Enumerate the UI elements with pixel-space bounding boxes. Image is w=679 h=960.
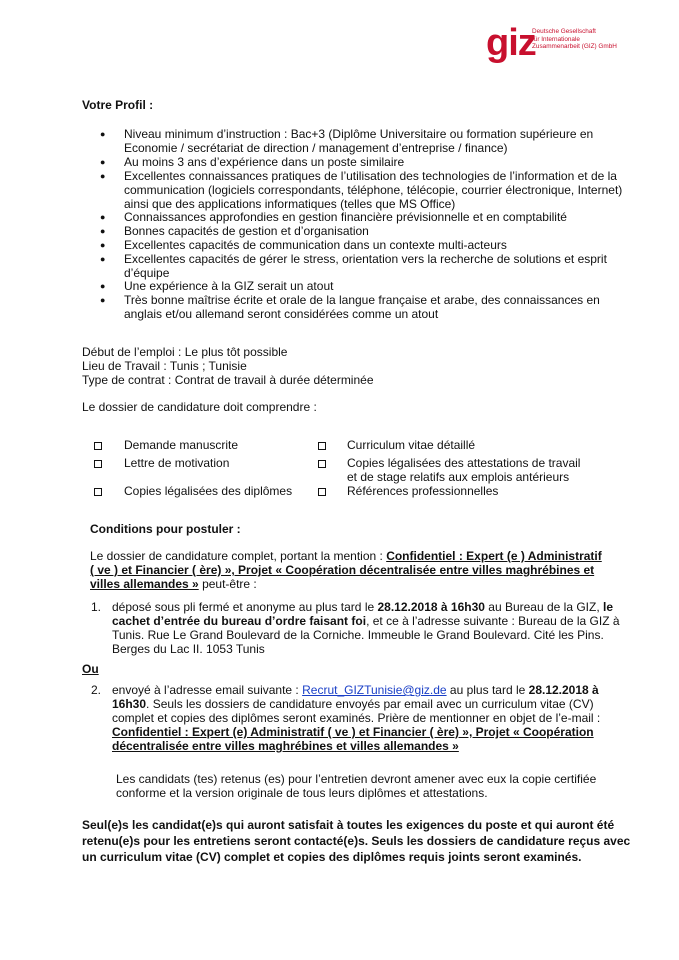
profil-item: Une expérience à la GIZ serait un atout <box>124 279 334 293</box>
bullet-icon: ● <box>100 240 106 250</box>
retained-note: Les candidats (tes) retenus (es) pour l’entretien devront amener avec eux la copie certifiée <box>116 772 597 786</box>
bullet-icon: ● <box>100 171 106 181</box>
dossier-item: Copies légalisées des diplômes <box>124 484 293 498</box>
bullet-icon: ● <box>100 212 106 222</box>
item1-line: Berges du Lac II. 1053 Tunis <box>112 642 265 656</box>
conditions-title: Conditions pour postuler : <box>90 522 241 536</box>
checkbox-icon <box>318 442 326 450</box>
bullet-icon: ● <box>100 157 106 167</box>
profil-item: Excellentes capacités de gérer le stress, orientation vers la recherche de solutions et esprit <box>124 252 607 266</box>
ou-label: Ou <box>82 662 99 676</box>
item2-line: complet et copies des diplômes seront examinés. Prière de mentionner en objet de l’e-mail : <box>112 711 601 725</box>
item2-line: envoyé à l’adresse email suivante : Recrut_GIZTunisie@giz.de au plus tard le 28.12.2018 à <box>112 683 599 697</box>
item1-line: cachet d’entrée du bureau d’ordre faisant foi, et ce à l’adresse suivante : Bureau de la GIZ à <box>112 614 620 628</box>
bullet-icon: ● <box>100 226 106 236</box>
final-note: Seul(e)s les candidat(e)s qui auront satisfait à toutes les exigences du poste et qui auront été <box>82 818 615 832</box>
profil-item: Très bonne maîtrise écrite et orale de la langue française et arabe, des connaissances en <box>124 293 600 307</box>
item2-line: décentralisée entre villes maghrébines et villes allemandes » <box>112 739 459 753</box>
email-link[interactable]: Recrut_GIZTunisie@giz.de <box>302 683 447 697</box>
profil-item: Bonnes capacités de gestion et d’organisation <box>124 224 369 238</box>
dossier-intro: Le dossier de candidature doit comprendre : <box>82 400 317 414</box>
final-note: un curriculum vitae (CV) complet et copies des diplômes requis joints seront examinés. <box>82 850 582 864</box>
logo-text: Deutsche Gesellschaft für Internationale Zusammenarbeit (GIZ) GmbH <box>532 28 617 51</box>
item1-line: Tunis. Rue Le Grand Boulevard de la Corniche. Immeuble le Grand Boulevard. Cité les Pins. <box>112 628 604 642</box>
checkbox-icon <box>94 460 102 468</box>
item-number: 2. <box>91 683 102 697</box>
bullet-icon: ● <box>100 129 106 139</box>
item-number: 1. <box>91 600 102 614</box>
giz-logo <box>486 24 646 62</box>
profil-title: Votre Profil : <box>82 98 154 112</box>
retained-note: conforme et la version originale de tous leurs diplômes et attestations. <box>116 786 488 800</box>
dossier-item: Références professionnelles <box>347 484 499 498</box>
checkbox-icon <box>94 442 102 450</box>
item1-line: déposé sous pli fermé et anonyme au plus tard le 28.12.2018 à 16h30 au Bureau de la GIZ, le <box>112 600 614 614</box>
profil-item: anglais et/ou allemand seront considérées comme un atout <box>124 307 439 321</box>
dossier-item: Curriculum vitae détaillé <box>347 438 476 452</box>
dossier-item: Copies légalisées des attestations de travail <box>347 456 581 470</box>
conditions-mention: ( ve ) et Financier ( ère) », Projet « Coopération décentralisée entre villes maghrébines et <box>90 563 595 577</box>
logo-mark: giz <box>486 22 536 64</box>
profil-item: Niveau minimum d’instruction : Bac+3 (Diplôme Universitaire ou formation supérieure en <box>124 127 594 141</box>
checkbox-icon <box>94 488 102 496</box>
bullet-icon: ● <box>100 254 106 264</box>
dossier-item-cont: et de stage relatifs aux emplois antérieurs <box>347 470 570 484</box>
dossier-item: Demande manuscrite <box>124 438 239 452</box>
bullet-icon: ● <box>100 295 106 305</box>
job-start: Début de l’emploi : Le plus tôt possible <box>82 345 288 359</box>
checkbox-icon <box>318 460 326 468</box>
checkbox-icon <box>318 488 326 496</box>
profil-item: ainsi que des applications informatiques (telles que MS Office) <box>124 197 456 211</box>
profil-item: communication (logiciels correspondants, téléphone, télécopie, courrier électronique, Internet) <box>124 183 623 197</box>
profil-item: d’équipe <box>124 266 170 280</box>
item2-line: 16h30. Seuls les dossiers de candidature envoyés par email avec un curriculum vitae (CV) <box>112 697 594 711</box>
conditions-intro: Le dossier de candidature complet, portant la mention : Confidentiel : Expert (e ) Administratif <box>90 549 602 563</box>
profil-item: Connaissances approfondies en gestion financière prévisionnelle et en comptabilité <box>124 210 567 224</box>
item2-line: Confidentiel : Expert (e) Administratif ( ve ) et Financier ( ère) », Projet « Coopération <box>112 725 594 739</box>
final-note: retenu(e)s pour les entretiens seront contacté(e)s. Seuls les dossiers de candidature reçus avec <box>82 834 631 848</box>
job-location: Lieu de Travail : Tunis ; Tunisie <box>82 359 247 373</box>
profil-item: Excellentes capacités de communication dans un contexte multi-acteurs <box>124 238 507 252</box>
profil-item: Excellentes connaissances pratiques de l’utilisation des technologies de l’information et de la <box>124 169 617 183</box>
bullet-icon: ● <box>100 281 106 291</box>
profil-item: Au moins 3 ans d’expérience dans un poste similaire <box>124 155 405 169</box>
dossier-item: Lettre de motivation <box>124 456 230 470</box>
conditions-mention-end: villes allemandes » peut-être : <box>90 577 257 591</box>
job-contract: Type de contrat : Contrat de travail à durée déterminée <box>82 373 374 387</box>
profil-item: Economie / secrétariat de direction / management d’entreprise / finance) <box>124 141 508 155</box>
